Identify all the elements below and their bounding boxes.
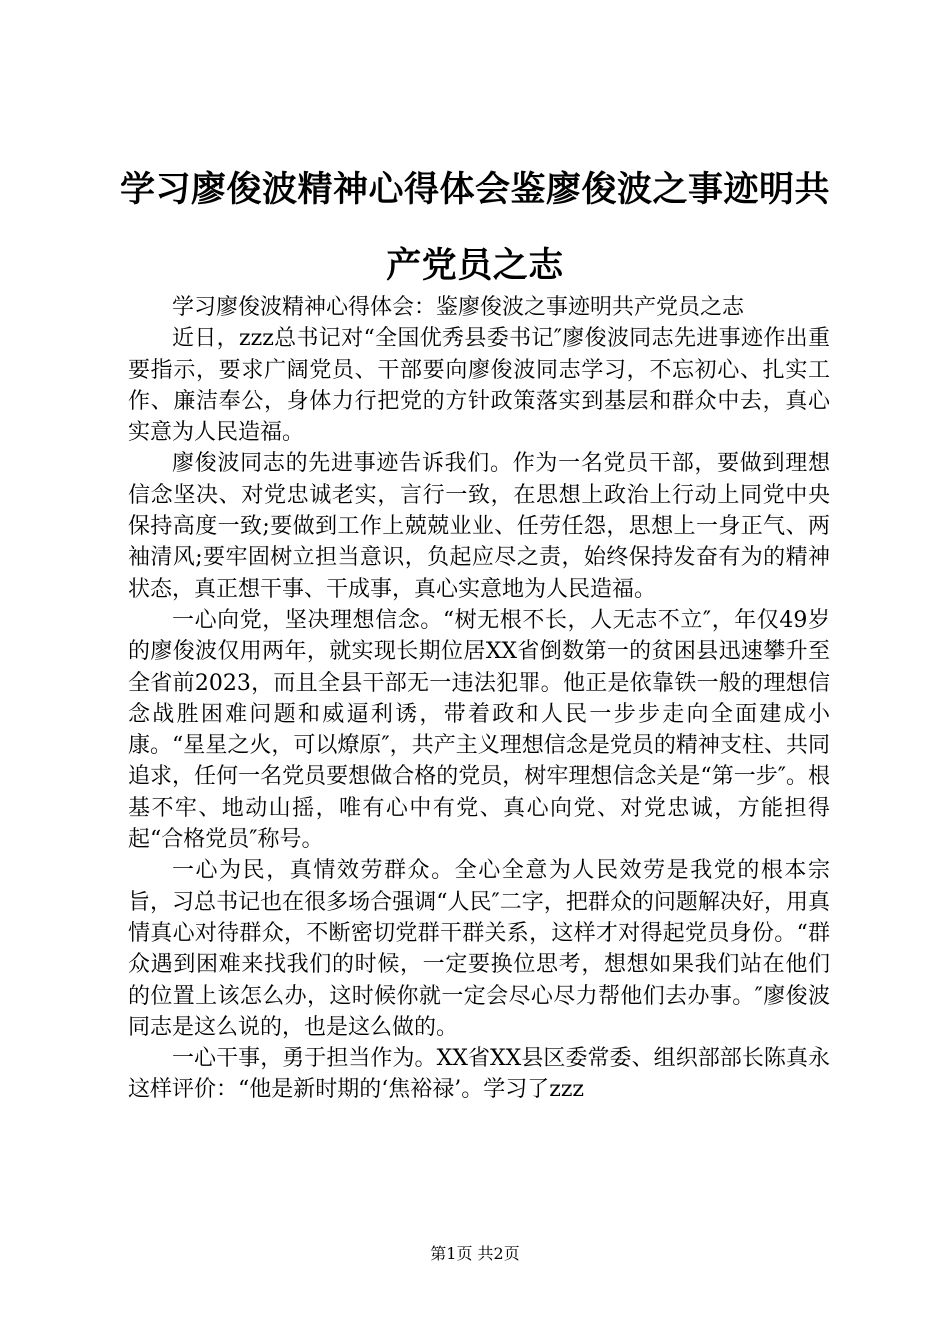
document-title: 学习廖俊波精神心得体会鉴廖俊波之事迹明共产党员之志	[119, 169, 830, 286]
paragraph-subtitle: 学习廖俊波精神心得体会：鉴廖俊波之事迹明共产党员之志	[172, 295, 745, 320]
paragraph: 一心为民，真情效劳群众。全心全意为人民效劳是我党的根本宗旨，习总书记也在很多场合强调“人民″二字，把群众的问题解决好，用真情真心对待群众，不断密切党群干群关系，这样才对得起党员身份。“群众遇到困难来找我们的时候，一定要换位思考，想想如果我们站在他们的位置上该怎么办，这时候你就一定会尽心尽力帮他们去办事。″廖俊波同志是这么说的，也是这么做的。	[128, 858, 830, 1040]
paragraph: 一心向党，坚决理想信念。“树无根不长，人无志不立″，年仅49岁的廖俊波仅用两年，就实现长期位居XX省倒数第一的贫困县迅速攀升至全省前2023，而且全县干部无一违法犯罪。他正是依靠铁一般的理想信念战胜困难问题和威逼利诱，带着政和人民一步步走向全面建成小康。“星星之火，可以燎原″，共产主义理想信念是党员的精神支柱、共同追求，任何一名党员要想做合格的党员，树牢理想信念关是“第一步″。根基不牢、地动山摇，唯有心中有党、真心向党、对党忠诚，方能担得起“合格党员″称号。	[128, 607, 830, 853]
paragraph: 廖俊波同志的先进事迹告诉我们。作为一名党员干部，要做到理想信念坚决、对党忠诚老实，言行一致，在思想上政治上行动上同党中央保持高度一致;要做到工作上兢兢业业、任劳任怨，思想上一身正气、两袖清风;要牢固树立担当意识，负起应尽之责，始终保持发奋有为的精神状态，真正想干事、干成事，真心实意地为人民造福。	[128, 451, 830, 602]
document-body	[128, 292, 830, 1106]
page-footer: 第1页 共2页	[430, 1244, 520, 1263]
paragraph: 一心干事，勇于担当作为。XX省XX县区委常委、组织部部长陈真永这样评价：“他是新时期的‘焦裕禄’。学习了zzz	[128, 1046, 830, 1103]
paragraph: 近日，zzz总书记对“全国优秀县委书记″廖俊波同志先进事迹作出重要指示，要求广阔党员、干部要向廖俊波同志学习，不忘初心、扎实工作、廉洁奉公，身体力行把党的方针政策落实到基层和群众中去，真心实意为人民造福。	[128, 326, 830, 446]
